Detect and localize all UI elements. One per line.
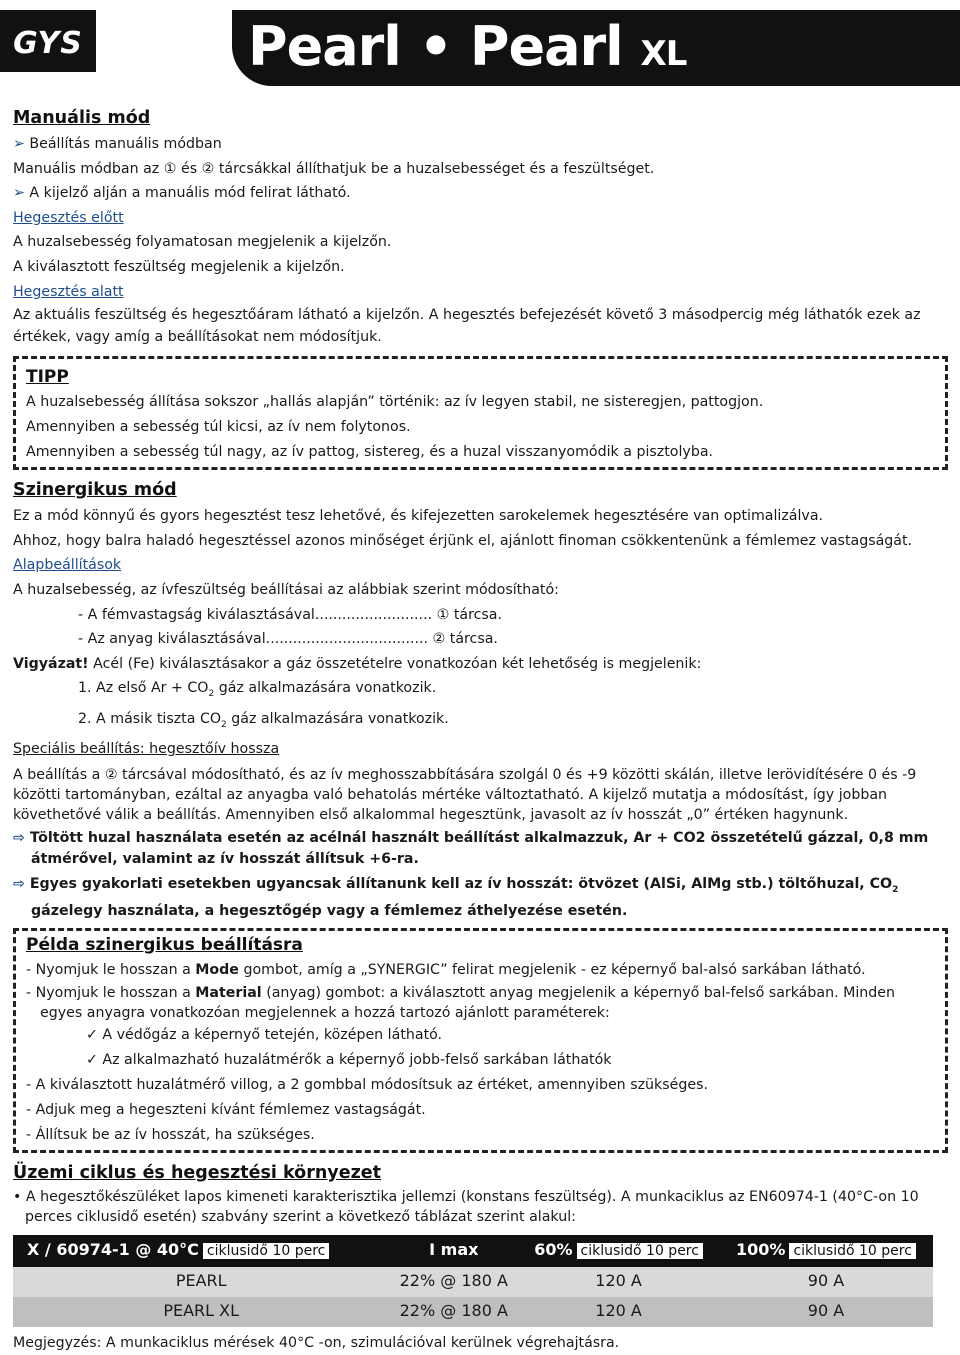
note2-sub: 2 <box>892 884 899 895</box>
synergic-sub-special: Speciális beállítás: hegesztőív hossza <box>13 741 280 758</box>
synergic-note-2 <box>13 874 948 922</box>
table-header-100 <box>719 1235 933 1267</box>
title-main: Pearl • Pearl <box>248 15 623 78</box>
synergic-num-2 <box>13 707 948 737</box>
table-header-row <box>13 1235 933 1267</box>
example-heading: Példa szinergikus beállításra <box>26 934 303 955</box>
note2-text: Egyes gyakorlati esetekben ugyancsak állítanunk kell az ív hosszát: ötvözet (AlSi, AlMg stb.) töltőhuzal, CO <box>29 875 893 892</box>
h1-tag: ciklusidő 10 perc <box>203 1243 329 1259</box>
hollow-arrow-icon: ⇨ <box>13 875 30 892</box>
synergic-p4: A beállítás a ② tárcsával módosítható, és az ív meghosszabbítására szolgál 0 és +9 közötti skálán, illetve lerövidítésére 0 és -9 közötti tartományban, ezáltal az anyagba való behatolás mértéke változtatható. A kijelző mutatja a módosítást, így jobban követhetővé válik a beállítás. Amennyiben első alkalommal hegesztünk, javasolt az ív hosszát „0” értéken hagynunk. <box>13 766 917 823</box>
title-suffix: XL <box>640 34 687 74</box>
tip-line-2: Amennyiben a sebesség túl kicsi, az ív nem folytonos. <box>26 419 411 436</box>
brand-logo <box>0 10 96 72</box>
n2-rest: gáz alkalmazására vonatkozik. <box>226 710 449 727</box>
example-check-1: ✓ A védőgáz a képernyő tetején, középen látható. <box>86 1026 443 1043</box>
manual-heading: Manuális mód <box>13 108 151 128</box>
synergic-p1: Ez a mód könnyű és gyors hegesztést tesz lehetővé, és kifejezetten sarokelemek hegesztésére van optimalizálva. <box>13 508 824 525</box>
tip-line-1: A huzalsebesség állítása sokszor „hallás alapján” történik: az ív legyen stabil, ne sisteregjen, pattogjon. <box>26 394 764 411</box>
table-cell-100: 90 A <box>719 1297 933 1327</box>
note1-text: Töltött huzal használata esetén az acélnál használt beállítást alkalmazzuk, Ar + CO2 összetételű gázzal, 0,8 mm átmérővel, valamint az ív hosszát állítsuk +6-ra. <box>29 829 929 867</box>
h4-tag: ciklusidő 10 perc <box>789 1243 915 1259</box>
table-cell-name: PEARL <box>13 1267 389 1297</box>
table-cell-name: PEARL XL <box>13 1297 389 1327</box>
tip-line-3: Amennyiben a sebesség túl nagy, az ív pattog, sistereg, és a huzal visszanyomódik a pisztolyba. <box>26 444 714 461</box>
example-line-4: - Adjuk meg a hegeszteni kívánt fémlemez vastagságát. <box>26 1101 426 1118</box>
manual-sub-during: Hegesztés alatt <box>13 283 124 300</box>
n2-text: 2. A másik tiszta CO <box>78 710 222 727</box>
synergic-item-2: - Az anyag kiválasztásával.................................... ② tárcsa. <box>78 631 498 648</box>
manual-bullet-2 <box>13 181 948 206</box>
table-header-imax: I max <box>389 1235 518 1267</box>
table-row <box>13 1297 933 1327</box>
l1-a: - Nyomjuk le hosszan a <box>26 961 196 978</box>
manual-p2: A huzalsebesség folyamatosan megjelenik a kijelzőn. <box>13 234 392 251</box>
l2-c: (anyag) gombot: a kiválasztott anyag megjelenik a képernyő bal-felső sarkában. Minden egyes anyagra vonatkozóan megjelennek a hozzá tartozó ajánlott paraméterek: <box>40 984 895 1021</box>
example-check-2: ✓ Az alkalmazható huzalátmérők a képernyő jobb-felső sarkában láthatók <box>86 1051 612 1068</box>
document-body <box>13 104 948 1355</box>
manual-p3: A kiválasztott feszültség megjelenik a kijelzőn. <box>13 258 345 275</box>
warning-text: Acél (Fe) kiválasztásakor a gáz összetételre vonatkozóan két lehetőség is megjelenik: <box>88 655 702 672</box>
l2-b: Material <box>195 984 262 1001</box>
synergic-warning <box>13 652 948 677</box>
tip-box <box>13 356 948 470</box>
manual-sub-before: Hegesztés előtt <box>13 209 124 226</box>
manual-b1-text: Beállítás manuális módban <box>29 136 222 152</box>
h4-text: 100% <box>736 1239 786 1259</box>
synergic-heading: Szinergikus mód <box>13 480 177 501</box>
logo-text: GYS <box>13 26 83 61</box>
table-header-60 <box>518 1235 719 1267</box>
manual-bullet-1 <box>13 132 948 157</box>
warning-label: Vigyázat! <box>13 655 89 672</box>
l1-c: gombot, amíg a „SYNERGIC” felirat megjelenik - ez képernyő bal-alsó sarkában látható. <box>238 961 866 978</box>
product-title <box>248 12 948 89</box>
synergic-note-1 <box>13 828 948 870</box>
h3-tag: ciklusidő 10 perc <box>577 1243 703 1259</box>
example-line-5: - Állítsuk be az ív hosszát, ha szükséges. <box>26 1126 315 1143</box>
n1-rest: gáz alkalmazására vonatkozik. <box>214 680 437 697</box>
example-line-1 <box>26 958 935 983</box>
l1-b: Mode <box>195 961 239 978</box>
n2-sub: 2 <box>221 719 227 730</box>
example-line-2 <box>26 983 935 1023</box>
arrow-icon: ➢ <box>13 185 30 202</box>
synergic-num-1 <box>13 676 948 706</box>
h3-text: 60% <box>534 1239 573 1259</box>
table-cell-100: 90 A <box>719 1267 933 1297</box>
arrow-icon: ➢ <box>13 136 30 152</box>
table-cell-60: 120 A <box>518 1297 719 1327</box>
example-box <box>13 928 948 1153</box>
page-header <box>0 0 960 88</box>
duty-p1: • A hegesztőkészüléket lapos kimeneti karakterisztika jellemzi (konstans feszültség). A munkaciklus az EN60974-1 (40°C-on 10 perces ciklusidő esetén) szabvány szerint a következő táblázat szerint alakul: <box>13 1188 919 1225</box>
table-header-x <box>13 1235 389 1267</box>
manual-b2-text: A kijelző alján a manuális mód felirat látható. <box>29 185 351 202</box>
duty-heading: Üzemi ciklus és hegesztési környezet <box>13 1162 381 1183</box>
synergic-item-1: - A fémvastagság kiválasztásával.......................... ① tárcsa. <box>78 606 502 623</box>
duty-note: Megjegyzés: A munkaciklus mérések 40°C -on, szimulációval kerülnek végrehajtásra. <box>13 1334 620 1351</box>
synergic-sub-basic: Alapbeállítások <box>13 557 122 574</box>
n1-text: 1. Az első Ar + CO <box>78 680 209 697</box>
synergic-p3: A huzalsebesség, az ívfeszültség beállításai az alábbiak szerint módosítható: <box>13 581 559 598</box>
table-cell-imax: 22% @ 180 A <box>389 1297 518 1327</box>
example-line-3: - A kiválasztott huzalátmérő villog, a 2 gombbal módosítsuk az értéket, amennyiben szükséges. <box>26 1076 708 1093</box>
manual-p1: Manuális módban az ① és ② tárcsákkal állíthatjuk be a huzalsebességet és a feszültséget. <box>13 160 655 177</box>
synergic-p2: Ahhoz, hogy balra haladó hegesztéssel azonos minőséget érjünk el, ajánlott finoman csökkentenünk a fémlemez vastagságát. <box>13 532 913 549</box>
h1-text: X / 60974-1 @ 40°C <box>27 1239 199 1259</box>
manual-p4: Az aktuális feszültség és hegesztőáram látható a kijelzőn. A hegesztés befejezését követő 3 másodpercig még láthatók ezek az értékek, vagy amíg a beállításokat nem módosítjuk. <box>13 307 921 346</box>
table-cell-imax: 22% @ 180 A <box>389 1267 518 1297</box>
note2-rest: gázelegy használata, a hegesztőgép vagy a fémlemez áthelyezése esetén. <box>31 902 628 919</box>
hollow-arrow-icon: ⇨ <box>13 829 30 846</box>
tip-heading: TIPP <box>26 367 69 388</box>
table-row <box>13 1267 933 1297</box>
duty-cycle-table <box>13 1235 933 1327</box>
table-cell-60: 120 A <box>518 1267 719 1297</box>
l2-a: - Nyomjuk le hosszan a <box>26 984 196 1001</box>
n1-sub: 2 <box>208 689 215 700</box>
